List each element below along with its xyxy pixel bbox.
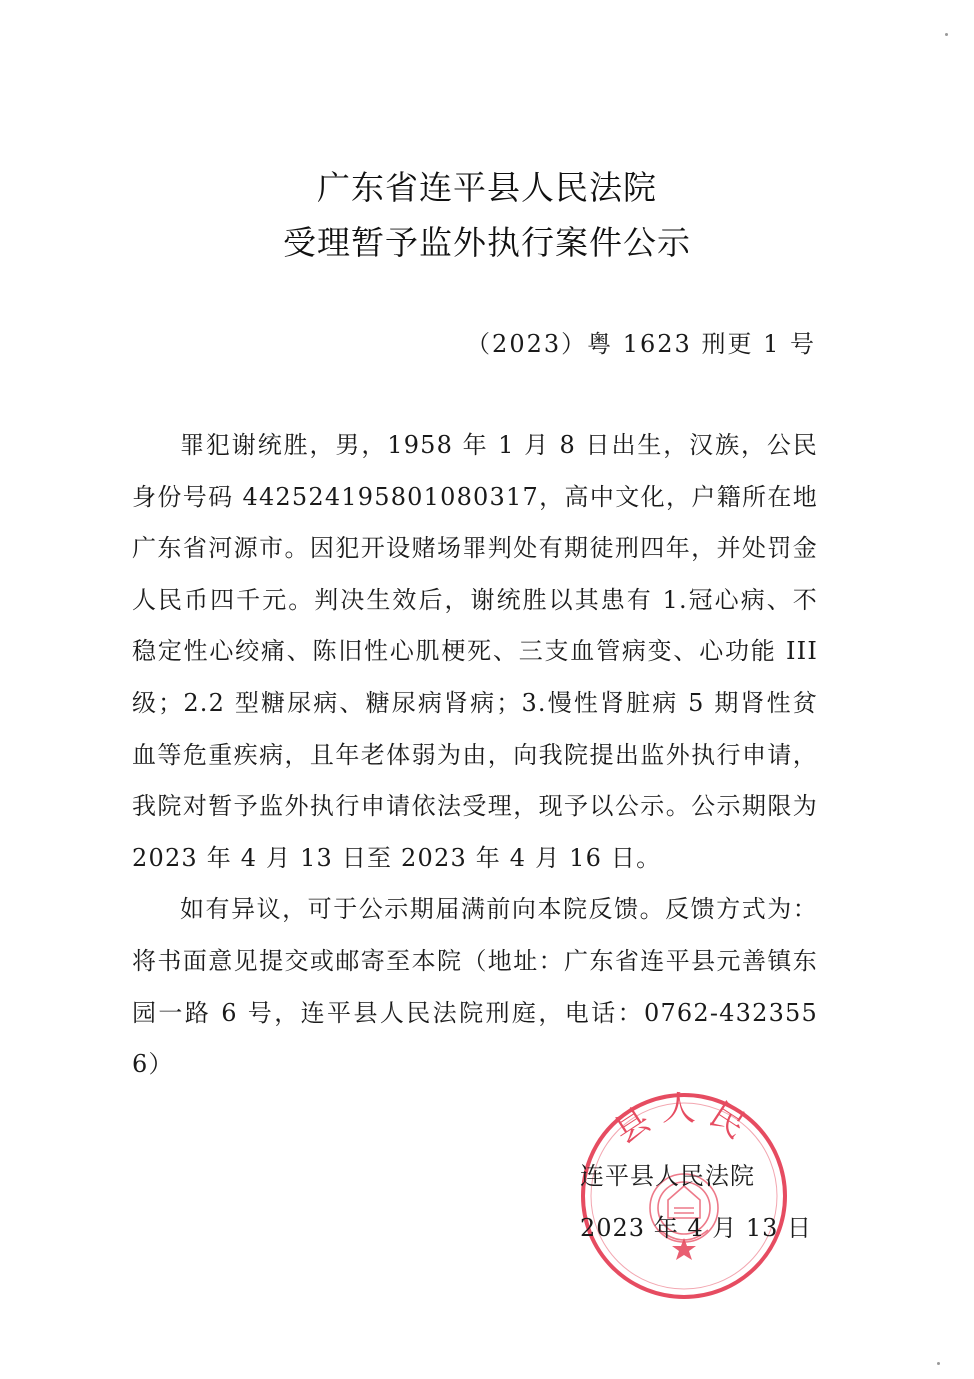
paragraph-case-details: 罪犯谢统胜，男，1958 年 1 月 8 日出生，汉族，公民身份号码 442524195801080317，高中文化，户籍所在地广东省河源市。因犯开设赌场罪判处有期徒刑四年，并处罚金人民币四千元。判决生效后，谢统胜以其患有 1.冠心病、不稳定性心绞痛、陈旧性心肌梗死、三支血管病变、心功能 III 级；2.2 型糖尿病、糖尿病肾病；3.慢性肾脏病 5 期肾性贫血等危重疾病，且年老体弱为由，向我院提出监外执行申请，我院对暂予监外执行申请依法受理，现予以公示。公示期限为 2023 年 4 月 13 日至 2023 年 4 月 16 日。 [132,431,818,872]
scan-speck [937,1362,940,1365]
title-court-name: 广东省连平县人民法院 [317,168,657,207]
paragraph-feedback: 如有异议，可于公示期届满前向本院反馈。反馈方式为：将书面意见提交或邮寄至本院（地址：广东省连平县元善镇东园一路 6 号，连平县人民法院刑庭，电话：0762-4323556） [132,895,818,1079]
title-notice-name: 受理暂予监外执行案件公示 [283,223,691,262]
document-title [0,160,974,270]
scan-speck [945,33,948,36]
case-number: （2023）粤 1623 刑更 1 号 [466,330,816,358]
signature-date: 2023 年 4 月 13 日 [580,1214,813,1242]
seal-text: 县人民 [606,1090,762,1153]
signature-block [580,1150,812,1254]
notice-body [132,420,818,1091]
signature-organization: 连平县人民法院 [580,1162,755,1190]
